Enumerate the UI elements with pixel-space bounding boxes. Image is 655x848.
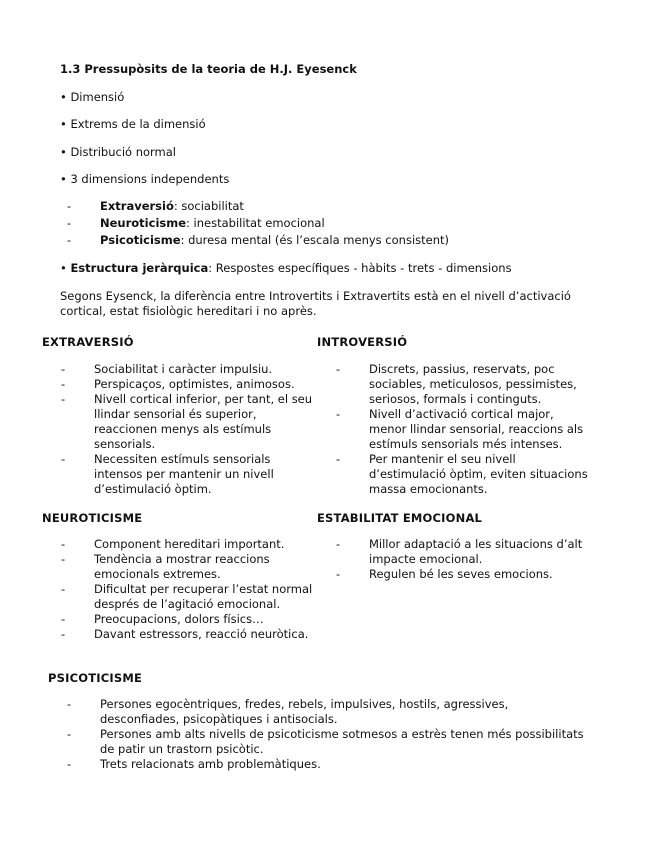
bullet-structure (60, 261, 512, 275)
list-item: - Preocupacions, dolors físics… (61, 612, 316, 627)
neuroticisme-list (61, 537, 316, 642)
introversio-list (336, 362, 591, 497)
list-item: - Perspicaços, optimistes, animosos. (61, 377, 316, 392)
list-item (67, 216, 607, 231)
list-item: - Dificultat per recuperar l’estat normal després de l’agitació emocional. (61, 582, 316, 612)
bullet-three-dimensions: • 3 dimensions independents (60, 172, 230, 186)
list-item: - Sociabilitat i caràcter impulsiu. (61, 362, 316, 377)
list-item: - Persones amb alts nivells de psicoticisme sotmesos a estrès tenen més possibilitats de patir un trastorn psicòtic. (67, 727, 587, 757)
list-item: - Per mantenir el seu nivell d’estimulació òptim, eviten situacions massa emocionants. (336, 452, 591, 497)
structure-desc: : Respostes específiques - hàbits - trets - dimensions (208, 261, 512, 275)
dim-term: Extraversió (100, 199, 174, 213)
structure-term: Estructura jeràrquica (70, 261, 209, 275)
dim-desc: : duresa mental (és l’escala menys consistent) (180, 233, 450, 247)
heading-neuroticisme: NEUROTICISME (42, 511, 143, 525)
list-item: - Persones egocèntriques, fredes, rebels, impulsives, hostils, agressives, desconfiades, psicopàtiques i antisocials. (67, 697, 587, 727)
list-item: - Millor adaptació a les situacions d’alt impacte emocional. (336, 537, 591, 567)
bullet-normal-distribution: • Distribució normal (60, 145, 177, 159)
dimension-list (67, 199, 607, 248)
psicoticisme-list (67, 697, 587, 772)
extraversio-list (61, 362, 316, 497)
bullet-extremes: • Extrems de la dimensió (60, 117, 206, 131)
list-item: - Davant estressors, reacció neuròtica. (61, 627, 316, 642)
dim-desc: : inestabilitat emocional (186, 216, 325, 230)
list-item: - Tendència a mostrar reaccions emocionals extremes. (61, 552, 316, 582)
dim-desc: : sociabilitat (173, 199, 244, 213)
estabilitat-list (336, 537, 591, 582)
list-item: - Nivell cortical inferior, per tant, el seu llindar sensorial és superior, reaccionen menys als estímuls sensorials. (61, 392, 316, 452)
list-item: - Nivell d’activació cortical major, menor llindar sensorial, reaccions als estímuls sensorials més intenses. (336, 407, 591, 452)
dim-term: Psicoticisme (100, 233, 181, 247)
structure-bullet: • (60, 261, 71, 275)
heading-psicoticisme: PSICOTICISME (48, 671, 143, 685)
list-item: - Regulen bé les seves emocions. (336, 567, 591, 582)
intro-paragraph: Segons Eysenck, la diferència entre Introvertits i Extravertits està en el nivell d’activació cortical, estat fisiològic hereditari i no après. (60, 289, 571, 318)
section-title: 1.3 Pressupòsits de la teoria de H.J. Eyesenck (60, 62, 357, 76)
list-item: - Component hereditari important. (61, 537, 316, 552)
heading-extraversio: EXTRAVERSIÓ (42, 335, 134, 349)
heading-estabilitat: ESTABILITAT EMOCIONAL (317, 511, 483, 525)
bullet-dimension: • Dimensió (60, 90, 125, 104)
heading-introversio: INTROVERSIÓ (317, 335, 408, 349)
list-item: - Necessiten estímuls sensorials intensos per mantenir un nivell d’estimulació òptim. (61, 452, 316, 497)
list-item (67, 199, 607, 214)
list-item (67, 233, 607, 248)
list-item: - Trets relacionats amb problemàtiques. (67, 757, 587, 772)
dim-term: Neuroticisme (100, 216, 187, 230)
list-item: - Discrets, passius, reservats, poc sociables, meticulosos, pessimistes, seriosos, formals i continguts. (336, 362, 591, 407)
